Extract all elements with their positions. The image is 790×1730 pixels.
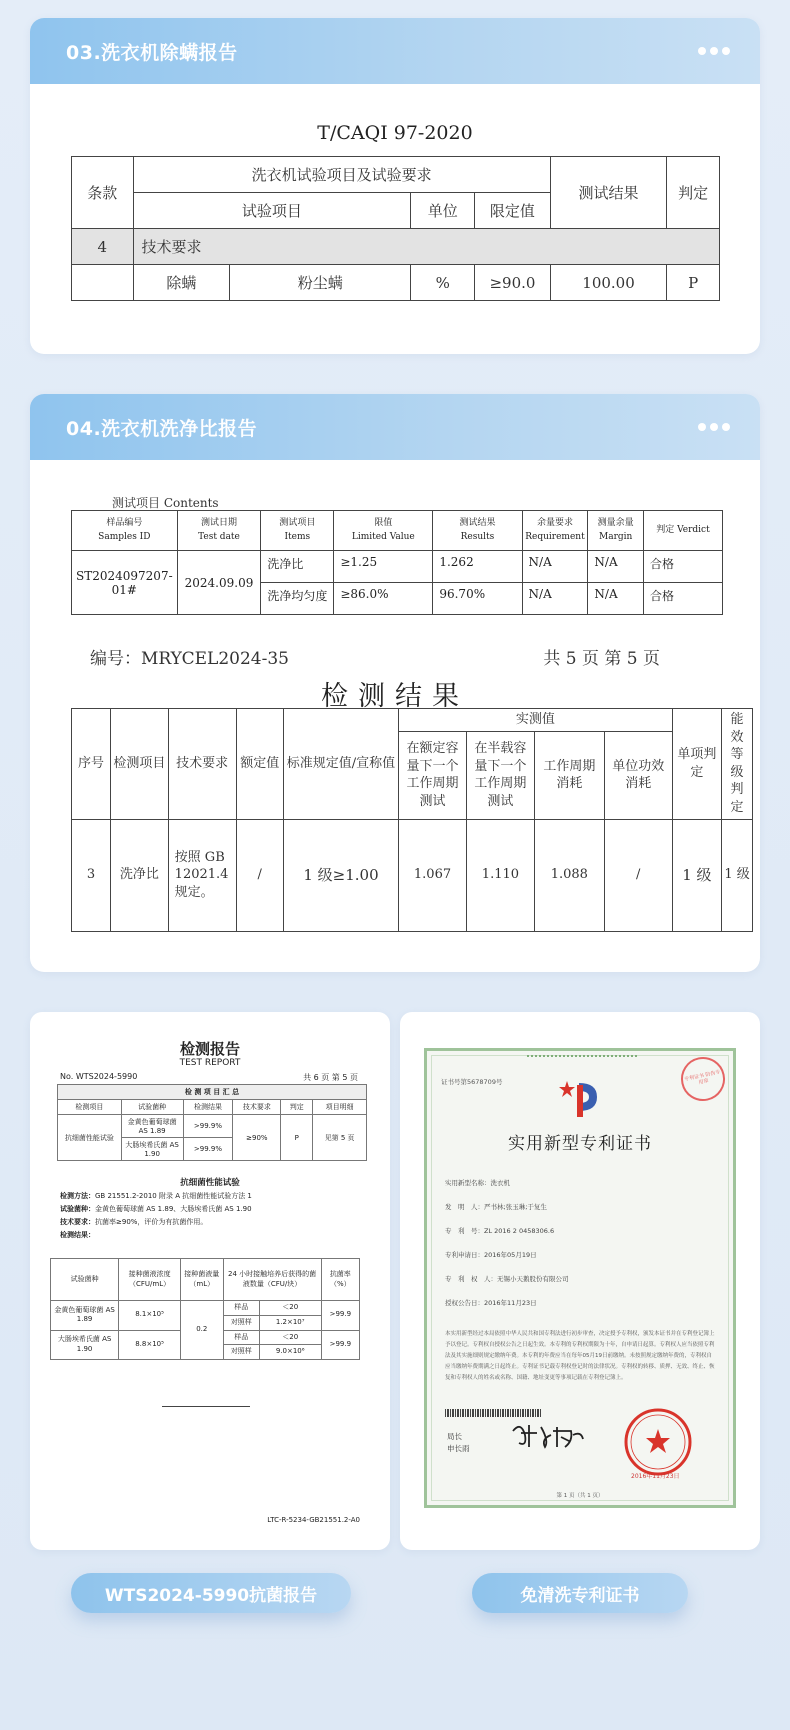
certificate-page: 第 1 页（共 1 页） [556, 1493, 604, 1499]
conc: 8.8×10⁵ [119, 1330, 181, 1360]
field-holder: 专 利 权 人：无锡小天鹅股份有限公司 [445, 1275, 569, 1283]
row-limit: ≥86.0% [334, 583, 433, 615]
row-verdict: P [667, 265, 720, 301]
td-req: 按照 GB 12021.4 规定。 [168, 819, 236, 931]
th-vol: 接种菌液量（mL） [180, 1259, 223, 1301]
certificate-title: 实用新型专利证书 [508, 1134, 652, 1154]
summary-strain: 金黄色葡萄球菌 AS 1.89 [121, 1115, 183, 1138]
rate: >99.9 [321, 1330, 359, 1360]
th-rate: 抗菌率（%） [321, 1259, 359, 1301]
row-limit: ≥1.25 [334, 551, 433, 583]
header-verdict: 判定 [667, 157, 720, 229]
th-results: 测试结果 Results [433, 511, 522, 551]
certificate-paragraph: 本实用新型经过本局依照中华人民共和国专利法进行初步审查，决定授予专利权，颁发本证书并在专利登记簿上予以登记。专利权自授权公告之日起生效。本专利的专利权期限为十年，自申请日起算。专利权人应当依照专利法及其实施细则规定缴纳年费。本专利的年费应当在每年05月19日前缴纳。未按照规定缴纳年费的，专利权自应当缴纳年费期满之日起终止。专利证书记载专利权登记时的法律状况。专利权的转移、质押、无效、终止、恢复和专利权人的姓名或名称、国籍、地址变更等事项记载在专利登记簿上。 [445, 1331, 715, 1381]
doc-number: 编号：MRYCEL2024-35 [90, 649, 289, 669]
seal-date: 2016年11月23日 [631, 1473, 680, 1480]
th-single: 单项判定 [672, 709, 721, 820]
th-strain: 试验菌种 [51, 1259, 119, 1301]
row-margin: N/A [588, 583, 644, 615]
report-footer-code: LTC-R-5234-GB21551.2-A0 [267, 1516, 360, 1524]
wash-ratio-report-card [30, 394, 760, 972]
summary-table [57, 1084, 367, 1161]
row-item: 洗净比 [261, 551, 334, 583]
card-header [30, 18, 760, 84]
ornament-border [527, 1047, 637, 1057]
field-inventor: 发 明 人：严书林;张玉琳;于复生 [445, 1203, 547, 1211]
td-item: 洗净比 [111, 819, 169, 931]
th-cycle: 工作周期消耗 [534, 731, 604, 819]
row-limit: ≥90.0 [475, 265, 551, 301]
row-result: 1.262 [433, 551, 522, 583]
row-margin: N/A [588, 551, 644, 583]
mite-test-table [71, 156, 720, 301]
th-no: 序号 [72, 709, 111, 820]
row-item: 粉尘螨 [230, 265, 411, 301]
th-full: 在额定容量下一个工作周期测试 [399, 731, 467, 819]
result-title: 检测结果 [321, 681, 469, 712]
control-value: 1.2×10⁷ [259, 1315, 321, 1330]
sh-strain: 试验菌种 [121, 1100, 183, 1115]
group-number: 4 [72, 229, 134, 265]
contents-label: 测试项目 Contents [112, 496, 219, 510]
report-page: 共 6 页 第 5 页 [303, 1073, 358, 1082]
field-apply-date: 专利申请日：2016年05月19日 [445, 1251, 537, 1259]
th-items: 测试项目 Items [261, 511, 334, 551]
sh-verdict: 判定 [281, 1100, 313, 1115]
summary-verdict: P [281, 1115, 313, 1161]
row-category: 除螨 [133, 265, 230, 301]
td-full: 1.067 [399, 819, 467, 931]
row-result: 96.70% [433, 583, 522, 615]
th-limit: 限值 Limited Value [334, 511, 433, 551]
td-std: 1 级≥1.00 [283, 819, 398, 931]
row-verdict: 合格 [643, 551, 722, 583]
test-date: 2024.09.09 [177, 551, 261, 615]
header-group: 洗衣机试验项目及试验要求 [133, 157, 550, 193]
mite-removal-report-card [30, 18, 760, 354]
td-half: 1.110 [466, 819, 534, 931]
th-sample-id: 样品编号 Samples ID [72, 511, 178, 551]
doc-number-line [90, 644, 660, 669]
group-label: 技术要求 [133, 229, 720, 265]
header-result: 测试结果 [550, 157, 666, 229]
summary-item: 抗细菌性能试验 [58, 1115, 122, 1161]
vol: 0.2 [180, 1301, 223, 1360]
summary-req: ≥90% [233, 1115, 281, 1161]
row-item: 洗净均匀度 [261, 583, 334, 615]
more-dots-icon[interactable] [698, 423, 730, 431]
sample-value: ＜20 [259, 1301, 321, 1316]
th-rated: 额定值 [236, 709, 283, 820]
sh-detail: 项目明细 [313, 1100, 367, 1115]
td-cycle: 1.088 [534, 819, 604, 931]
strain: 大肠埃希氏菌 AS 1.90 [51, 1330, 119, 1360]
card-header [30, 394, 760, 460]
antibacterial-report-card[interactable] [30, 1012, 390, 1550]
row-verdict: 合格 [643, 583, 722, 615]
sample-id: ST2024097207-01# [72, 551, 178, 615]
sh-item: 检测项目 [58, 1100, 122, 1115]
control-label: 对照样 [223, 1345, 259, 1360]
th-margin: 测量余量 Margin [588, 511, 644, 551]
th-measured: 实测值 [399, 709, 673, 732]
field-grant-date: 授权公告日：2016年11月23日 [445, 1299, 537, 1307]
antibacterial-report-button[interactable]: WTS2024-5990抗菌报告 [71, 1573, 351, 1613]
card-title: 03.洗衣机除螨报告 [66, 41, 238, 64]
field-patent-no: 专 利 号：ZL 2016 2 0458306.6 [445, 1227, 555, 1235]
rate: >99.9 [321, 1301, 359, 1331]
th-item: 检测项目 [111, 709, 169, 820]
control-value: 9.0×10⁶ [259, 1345, 321, 1360]
th-unit: 单位功效消耗 [604, 731, 672, 819]
patent-certificate-card[interactable] [400, 1012, 760, 1550]
sample-label: 样品 [223, 1301, 259, 1316]
field-name: 实用新型名称：洗衣机 [445, 1179, 510, 1187]
handwritten-signature [507, 1417, 587, 1453]
summary-strain: 大肠埃希氏菌 AS 1.90 [121, 1138, 183, 1161]
th-std: 标准规定值/宣称值 [283, 709, 398, 820]
row-unit: % [411, 265, 475, 301]
th-conc: 接种菌液浓度（CFU/mL） [119, 1259, 181, 1301]
th-req: 技术要求 [168, 709, 236, 820]
strain: 金黄色葡萄球菌 AS 1.89 [51, 1301, 119, 1331]
td-single: 1 级 [672, 819, 721, 931]
contents-table [71, 510, 723, 615]
anti-counterfeit-stamp: 专利证书 防伪专用章 [677, 1053, 729, 1105]
row-result: 100.00 [550, 265, 666, 301]
conc: 8.1×10⁵ [119, 1301, 181, 1331]
standard-code: T/CAQI 97-2020 [317, 122, 473, 144]
td-no: 3 [72, 819, 111, 931]
td-grade: 1 级 [722, 819, 753, 931]
card-title: 04.洗衣机洗净比报告 [66, 417, 258, 440]
th-count: 24 小时接触培养后获得的菌液数量（CFU/块） [223, 1259, 321, 1301]
sample-label: 样品 [223, 1330, 259, 1345]
th-grade: 能效等级判定 [722, 709, 753, 820]
page-info: 共 5 页 第 5 页 [543, 649, 660, 669]
certificate-fields [445, 1171, 719, 1315]
header-item: 试验项目 [133, 193, 411, 229]
control-label: 对照样 [223, 1315, 259, 1330]
summary-result: >99.9% [183, 1138, 233, 1161]
row-req: N/A [522, 551, 588, 583]
header-limit: 限定值 [475, 193, 551, 229]
patent-certificate-button[interactable]: 免清洗专利证书 [472, 1573, 688, 1613]
th-test-date: 测试日期 Test date [177, 511, 261, 551]
official-red-seal [623, 1407, 693, 1477]
header-unit: 单位 [411, 193, 475, 229]
th-requirement: 余量要求 Requirement [522, 511, 588, 551]
sample-value: ＜20 [259, 1330, 321, 1345]
sh-req: 技术要求 [233, 1100, 281, 1115]
antibacterial-table [50, 1258, 360, 1360]
patent-office-emblem-icon [557, 1073, 607, 1123]
patent-certificate [424, 1048, 736, 1508]
header-clause: 条款 [72, 157, 134, 229]
td-rated: / [236, 819, 283, 931]
report-subtitle: TEST REPORT [179, 1058, 241, 1068]
th-half: 在半载容量下一个工作周期测试 [466, 731, 534, 819]
signer-label: 局长 申长雨 [447, 1432, 470, 1453]
summary-result: >99.9% [183, 1115, 233, 1138]
efficiency-result-table [71, 708, 753, 932]
row-req: N/A [522, 583, 588, 615]
th-verdict: 判定 Verdict [643, 511, 722, 551]
more-dots-icon[interactable] [698, 47, 730, 55]
signature-line [162, 1406, 250, 1407]
td-unit: / [604, 819, 672, 931]
certificate-number: 证书号第5678709号 [441, 1078, 503, 1086]
report-number: No. WTS2024-5990 [60, 1072, 138, 1081]
summary-title: 检 测 项 目 汇 总 [58, 1085, 367, 1100]
section-title: 抗细菌性能试验 [180, 1178, 240, 1188]
report-title: 检测报告 [179, 1040, 240, 1058]
summary-detail: 见第 5 页 [313, 1115, 367, 1161]
sh-result: 检测结果 [183, 1100, 233, 1115]
barcode [445, 1409, 541, 1417]
method-block: 检测方法：GB 21551.2-2010 附录 A 抗细菌性能试验方法 1 试验菌种：金黄色葡萄球菌 AS 1.89、大肠埃希氏菌 AS 1.90 技术要求：抗菌率≥90%，评价为有抗菌作用。 检测结果： [60, 1192, 252, 1239]
